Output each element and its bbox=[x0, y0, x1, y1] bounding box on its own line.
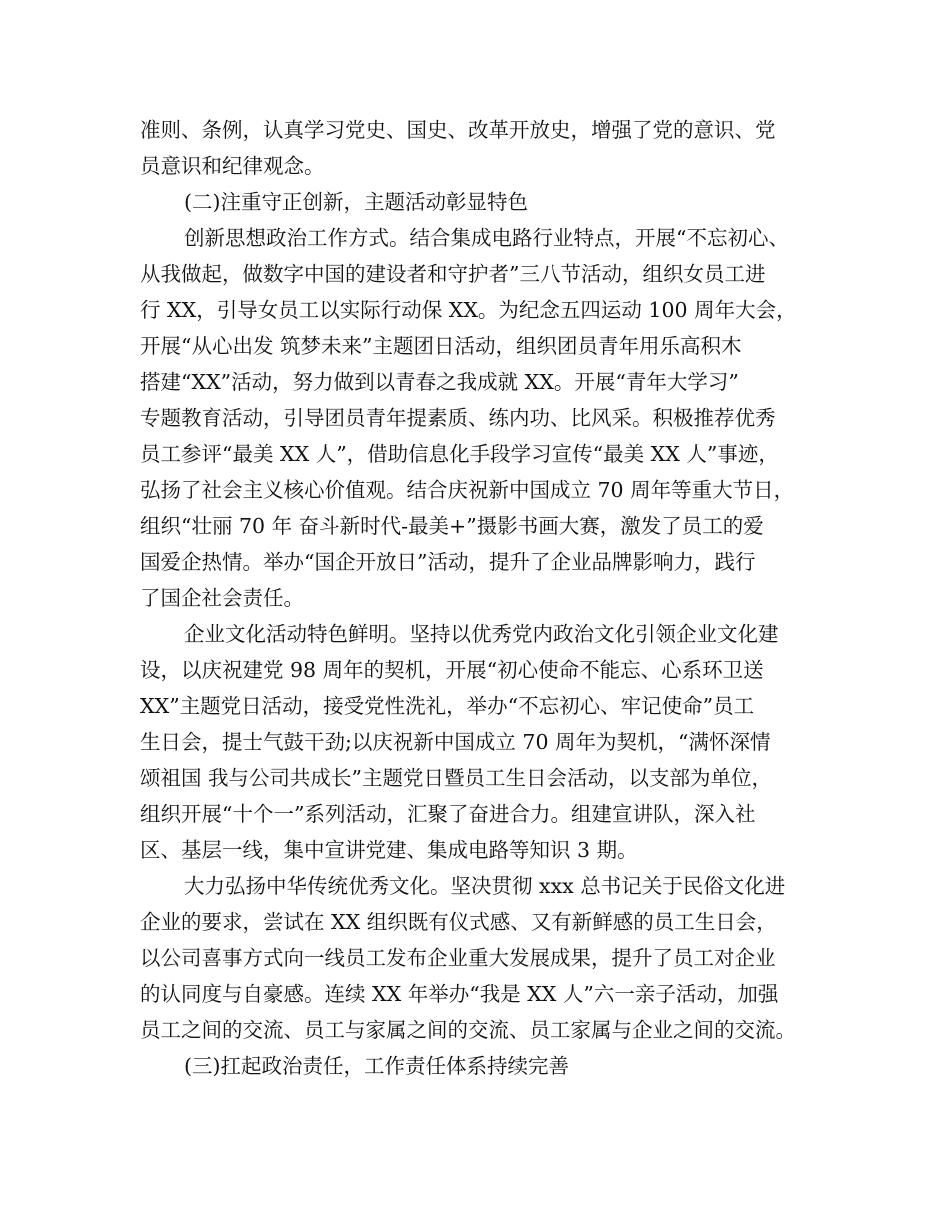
text-line: 专题教育活动，引导团员青年提素质、练内功、比风采。积极推荐优秀 bbox=[140, 406, 776, 430]
text-line: 企业的要求，尝试在 XX 组织既有仪式感、又有新鲜感的员工生日会， bbox=[140, 910, 777, 934]
document-body bbox=[140, 112, 830, 1084]
text-line: 员意识和纪律观念。 bbox=[140, 154, 325, 178]
section-heading: (二)注重守正创新，主题活动彰显特色 bbox=[184, 190, 528, 214]
text-line: 从我做起，做数字中国的建设者和守护者”三八节活动，组织女员工进 bbox=[140, 262, 766, 286]
paragraph-start: 创新思想政治工作方式。结合集成电路行业特点，开展“不忘初心、 bbox=[184, 226, 789, 250]
text-line: 组织“壮丽 70 年 奋斗新时代-最美+”摄影书画大赛，激发了员工的爱 bbox=[140, 514, 764, 538]
text-line: 行 XX，引导女员工以实际行动保 XX。为纪念五四运动 100 周年大会， bbox=[140, 298, 797, 322]
text-line: 国爱企热情。举办“国企开放日”活动，提升了企业品牌影响力，践行 bbox=[140, 550, 756, 574]
text-line: 颂祖国 我与公司共成长”主题党日暨员工生日会活动，以支部为单位， bbox=[140, 766, 772, 790]
text-line: 员工之间的交流、员工与家属之间的交流、员工家属与企业之间的交流。 bbox=[140, 1018, 796, 1042]
paragraph-start: 企业文化活动特色鲜明。坚持以优秀党内政治文化引领企业文化建 bbox=[184, 622, 779, 646]
text-line: 准则、条例，认真学习党史、国史、改革开放史，增强了党的意识、党 bbox=[140, 118, 776, 142]
section-heading: (三)扛起政治责任，工作责任体系持续完善 bbox=[184, 1054, 569, 1078]
text-line: 的认同度与自豪感。连续 XX 年举办“我是 XX 人”六一亲子活动，加强 bbox=[140, 982, 779, 1006]
text-line: 了国企社会责任。 bbox=[140, 586, 304, 610]
text-line: 区、基层一线，集中宣讲党建、集成电路等知识 3 期。 bbox=[140, 838, 638, 862]
text-line: 开展“从心出发 筑梦未来”主题团日活动，组织团员青年用乐高积木 bbox=[140, 334, 742, 358]
text-line: 组织开展“十个一”系列活动，汇聚了奋进合力。组建宣讲队，深入社 bbox=[140, 802, 756, 826]
text-line: 员工参评“最美 XX 人”，借助信息化手段学习宣传“最美 XX 人”事迹， bbox=[140, 442, 779, 466]
text-line: 搭建“XX”活动，努力做到以青春之我成就 XX。开展“青年大学习” bbox=[140, 370, 739, 394]
text-line: 设，以庆祝建党 98 周年的契机，开展“初心使命不能忘、心系环卫送 bbox=[140, 658, 764, 682]
paragraph-start: 大力弘扬中华传统优秀文化。坚决贯彻 xxx 总书记关于民俗文化进 bbox=[184, 874, 786, 898]
text-line: XX”主题党日活动，接受党性洗礼，举办“不忘初心、牢记使命”员工 bbox=[140, 694, 755, 718]
text-line: 生日会，提士气鼓干劲;以庆祝新中国成立 70 周年为契机，“满怀深情 bbox=[140, 730, 771, 754]
text-line: 弘扬了社会主义核心价值观。结合庆祝新中国成立 70 周年等重大节日， bbox=[140, 478, 795, 502]
text-line: 以公司喜事方式向一线员工发布企业重大发展成果，提升了员工对企业 bbox=[140, 946, 776, 970]
